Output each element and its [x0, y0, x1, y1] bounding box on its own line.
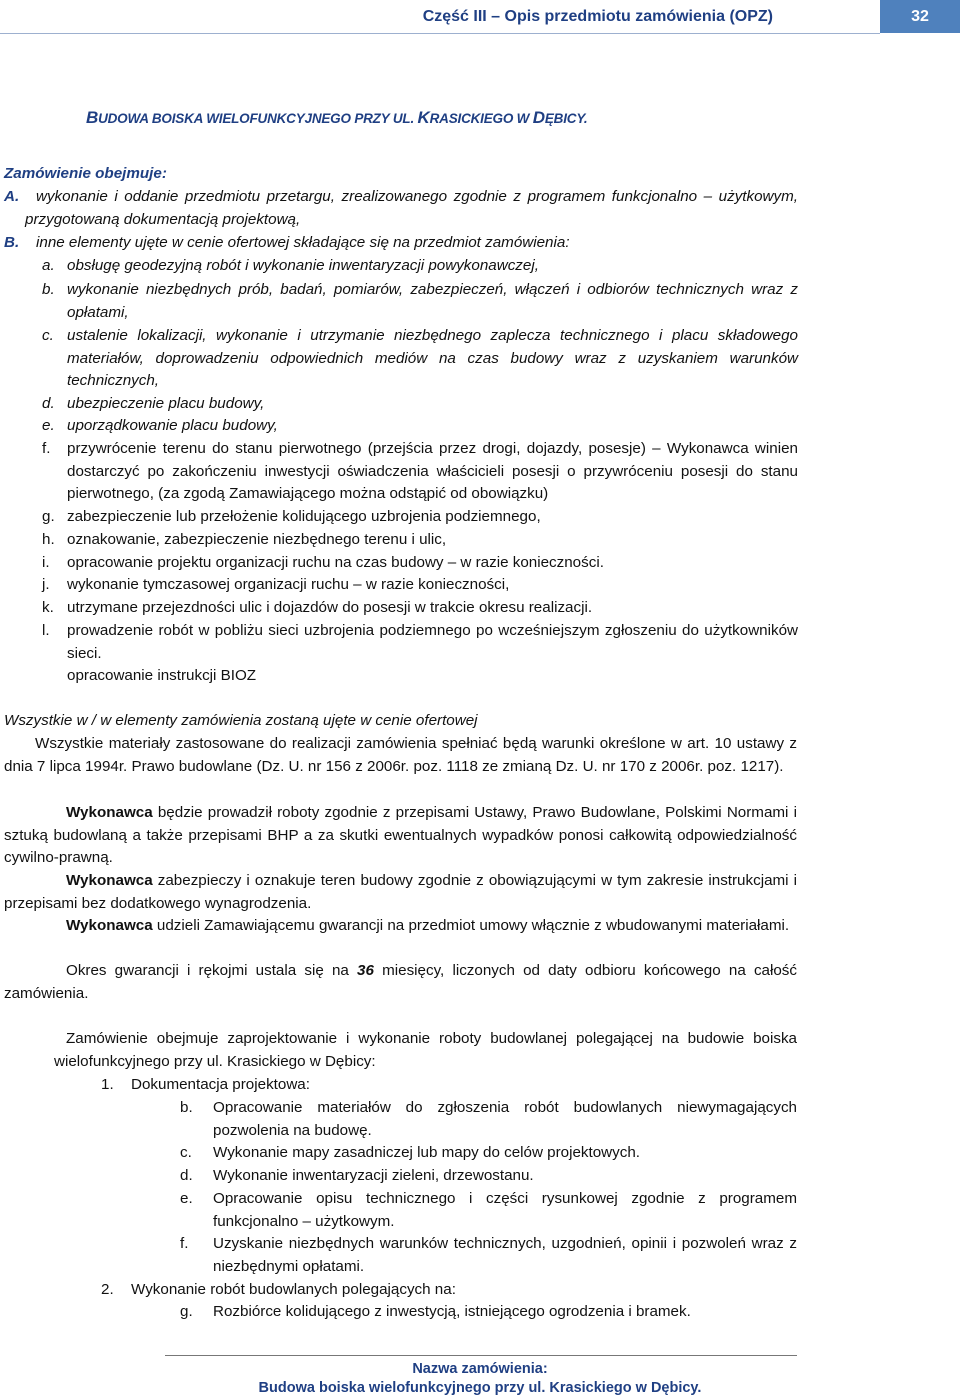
order-item-label: b.: [180, 1099, 193, 1116]
scope-item-label: g.: [42, 508, 55, 525]
order-item-text: Rozbiórce kolidującego z inwestycją, istniejącego ogrodzenia i bramek.: [213, 1303, 691, 1320]
scope-extra: opracowanie instrukcji BIOZ: [67, 667, 257, 684]
warranty-paragraph: Okres gwarancji i rękojmi ustala się na 36 miesięcy, liczonych od daty odbioru końcowego na całość zamówienia.: [4, 962, 797, 1002]
order-section-label: 1.: [101, 1076, 114, 1093]
order-section-title: Dokumentacja projektowa:: [131, 1076, 310, 1093]
wykonawca-paragraph-1: Wykonawca będzie prowadził roboty zgodnie z przepisami Ustawy, Prawo Budowlane, Polskimi Normami i sztuką budowlaną a także przepisami BHP a za skutki ewentualnych wypadków ponosi całkowitą odpowiedzialność cywilno-prawną.: [4, 804, 797, 867]
scope-heading: Zamówienie obejmuje:: [4, 165, 167, 182]
scope-item-text: oznakowanie, zabezpieczenie niezbędnego terenu i ulic,: [67, 531, 447, 548]
scope-item-label: k.: [42, 599, 54, 616]
scope-item-text: obsługę geodezyjną robót i wykonanie inwentaryzacji powykonawczej,: [67, 257, 539, 274]
scope-item-label: h.: [42, 531, 55, 548]
scope-item-text: opracowanie projektu organizacji ruchu na czas budowy – w razie konieczności.: [67, 554, 604, 571]
order-item-text: Opracowanie materiałów do zgłoszenia robót budowlanych niewymagających pozwolenia na budowę.: [213, 1099, 797, 1139]
document-title: BUDOWA BOISKA WIELOFUNKCYJNEGO PRZY UL. KRASICKIEGO W DĘBICY.: [86, 108, 588, 127]
scope-item-text: utrzymane przejezdności ulic i dojazdów do posesji w trakcie okresu realizacji.: [67, 599, 593, 616]
order-section-title: Wykonanie robót budowlanych polegających na:: [131, 1281, 456, 1298]
scope-item-text: przywrócenie terenu do stanu pierwotnego (przejścia przez drogi, dojazdy, posesje) – Wykonawca winien dostarczyć po zakończeniu inwestycji oświadczenia właścicieli posesji o przywróceniu posesji do stanu pierwotnego, (za zgodą Zamawiającego można odstąpić od obowiązku): [67, 440, 798, 503]
wykonawca-paragraph-2: Wykonawca zabezpieczy i oznakuje teren budowy zgodnie z obowiązującymi w tym zakresie instrukcjami i przepisami bez dodatkowego wynagrodzenia.: [4, 872, 797, 912]
scope-item-label: e.: [42, 417, 55, 434]
wykonawca-paragraph-3: Wykonawca udzieli Zamawiającemu gwarancji na przedmiot umowy włącznie z wbudowanymi materiałami.: [66, 917, 790, 934]
scope-item-label: j.: [42, 576, 50, 593]
order-item-text: Wykonanie mapy zasadniczej lub mapy do celów projektowych.: [213, 1144, 641, 1161]
scope-b-label: B.: [4, 234, 20, 251]
scope-item-text: uporządkowanie placu budowy,: [67, 417, 278, 434]
scope-b-text: inne elementy ujęte w cenie ofertowej składające się na przedmiot zamówienia:: [36, 234, 570, 251]
header-title: Część III – Opis przedmiotu zamówienia (OPZ): [422, 8, 773, 25]
header-rule: [0, 33, 880, 34]
order-item-label: d.: [180, 1167, 193, 1184]
scope-item-text: wykonanie niezbędnych prób, badań, pomiarów, zabezpieczeń, włączeń i odbiorów technicznych wraz z opłatami,: [67, 281, 798, 321]
scope-item-label: i.: [42, 554, 50, 571]
order-intro: Zamówienie obejmuje zaprojektowanie i wykonanie roboty budowlanej polegającej na budowie boiska wielofunkcyjnego przy ul. Krasickiego w Dębicy:: [54, 1030, 797, 1070]
order-section-label: 2.: [101, 1281, 114, 1298]
scope-item-label: c.: [42, 327, 54, 344]
order-item-label: e.: [180, 1190, 193, 1207]
order-item-label: f.: [180, 1235, 189, 1252]
order-item-text: Wykonanie inwentaryzacji zieleni, drzewostanu.: [213, 1167, 534, 1184]
all-elements-note: Wszystkie w / w elementy zamówienia zostaną ujęte w cenie ofertowej: [4, 712, 478, 729]
order-item-label: g.: [180, 1303, 193, 1320]
scope-item-text: wykonanie tymczasowej organizacji ruchu – w razie konieczności,: [67, 576, 510, 593]
footer-rule: [165, 1355, 797, 1356]
footer-label: Nazwa zamówienia:: [412, 1361, 548, 1377]
scope-item-label: a.: [42, 257, 55, 274]
scope-item-text: ubezpieczenie placu budowy,: [67, 395, 265, 412]
scope-item-text: ustalenie lokalizacji, wykonanie i utrzymanie niezbędnego zaplecza technicznego i placu składowego materiałów, doprowadzeniu odpowiednich mediów na czas budowy wraz z uzyskaniem warunków technicznych,: [67, 327, 798, 390]
scope-a-text: wykonanie i oddanie przedmiotu przetargu, zrealizowanego zgodnie z programem funkcjonalno – użytkowym, przygotowaną dokumentacją projektową,: [25, 188, 798, 228]
scope-item-label: f.: [42, 440, 51, 457]
scope-item-text: prowadzenie robót w pobliżu sieci uzbrojenia podziemnego po wcześniejszym zgłoszeniu do użytkowników sieci.: [67, 622, 798, 662]
scope-item-text: zabezpieczenie lub przełożenie kolidującego uzbrojenia podziemnego,: [67, 508, 541, 525]
scope-item-label: b.: [42, 281, 55, 298]
scope-a-label: A.: [4, 188, 20, 205]
scope-item-label: l.: [42, 622, 50, 639]
page-number: 32: [880, 0, 960, 33]
footer-order-name: Budowa boiska wielofunkcyjnego przy ul. Krasickiego w Dębicy.: [258, 1380, 702, 1396]
order-item-text: Opracowanie opisu technicznego i części rysunkowej zgodnie z programem funkcjonalno – użytkowym.: [213, 1190, 797, 1230]
order-item-text: Uzyskanie niezbędnych warunków technicznych, uzgodnień, opinii i pozwoleń wraz z niezbędnymi opłatami.: [213, 1235, 797, 1275]
materials-paragraph: Wszystkie materiały zastosowane do realizacji zamówienia spełniać będą warunki określone w art. 10 ustawy z dnia 7 lipca 1994r. Prawo budowlane (Dz. U. nr 156 z 2006r. poz. 1118 ze zmianą Dz. U. nr 170 z 2006r. poz. 1217).: [4, 735, 797, 775]
scope-item-label: d.: [42, 395, 55, 412]
order-item-label: c.: [180, 1144, 192, 1161]
